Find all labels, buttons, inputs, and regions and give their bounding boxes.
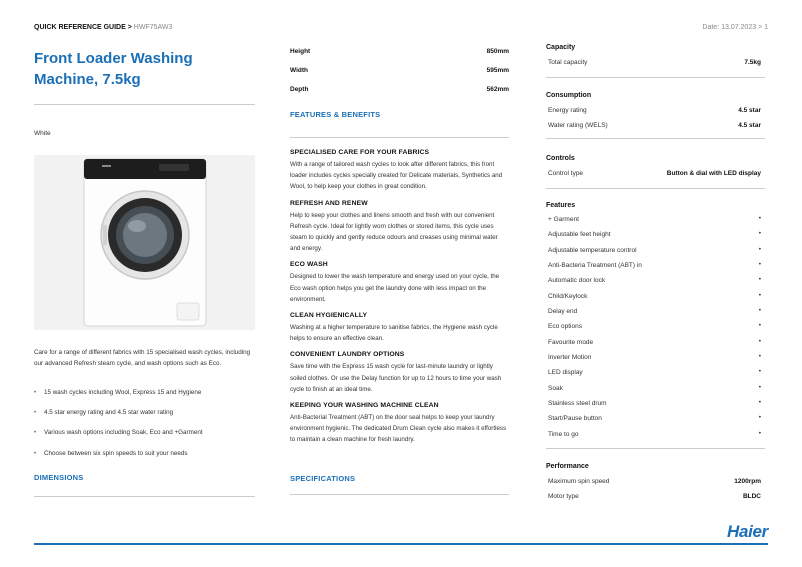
spec-value: BLDC <box>742 493 761 500</box>
spec-value: 4.5 star <box>738 122 761 129</box>
feature-text: With a range of tailored wash cycles to look after different fabrics, this front loader includes cycles specially created for Delicate materials, Synthetics and Wool, to help keep your clothes in great condition. <box>290 161 503 191</box>
washing-machine-image <box>34 155 255 330</box>
dimension-label: Depth <box>290 86 309 93</box>
spec-row <box>546 262 765 277</box>
spec-label: Energy rating <box>548 107 587 114</box>
list-item: • Choose between six spin speeds to suit your needs <box>34 448 255 468</box>
spec-group-title: Performance <box>546 463 589 470</box>
date-page: Date: 13.07.2023 > 1 <box>702 24 768 31</box>
spec-value: 4.5 star <box>738 107 761 114</box>
bullet-icon: • <box>758 230 761 238</box>
bullet-icon: • <box>758 368 761 376</box>
spec-value: 1200rpm <box>734 478 761 485</box>
list-item: • Various wash options including Soak, Eco and +Garment <box>34 427 255 447</box>
spec-group-title: Consumption <box>546 92 592 99</box>
spec-row <box>546 385 765 400</box>
highlights-list <box>34 387 255 468</box>
dimension-label: Width <box>290 67 308 74</box>
divider <box>34 496 255 497</box>
spec-row <box>546 59 765 76</box>
bullet-icon: • <box>758 245 761 253</box>
model-number: HWF75AW3 <box>133 24 173 31</box>
feature-title: KEEPING YOUR WASHING MACHINE CLEAN <box>290 402 439 410</box>
spec-label: Adjustable temperature control <box>548 246 637 254</box>
product-title: Front Loader Washing Machine, 7.5kg <box>34 50 193 88</box>
top-bar <box>34 24 768 36</box>
spec-label: Stainless steel drum <box>548 400 607 408</box>
feature-text: Anti-Bacterial Treatment (ABT) on the door seal helps to keep your laundry environment hygienic. The dedicated Drum Clean cycle also makes it effortless to maintain a clean machine for fresh laundry. <box>290 414 507 444</box>
feature-title: REFRESH AND RENEW <box>290 199 368 207</box>
spec-value: Button & dial with LED display <box>666 170 761 177</box>
spec-label: + Garment <box>548 216 579 223</box>
bullet-icon: • <box>758 383 761 391</box>
spec-group-performance <box>546 463 765 508</box>
spec-row <box>546 400 765 415</box>
spec-row <box>546 369 765 384</box>
spec-label: LED display <box>548 369 583 377</box>
dimension-row-height <box>290 48 509 67</box>
colour-label: White <box>34 130 51 137</box>
spec-row <box>546 170 765 187</box>
spec-label: Eco options <box>548 323 582 331</box>
spec-group-controls <box>546 155 765 189</box>
bullet-icon: • <box>758 291 761 299</box>
spec-label: Adjustable feet height <box>548 231 611 239</box>
feature-title: SPECIALISED CARE FOR YOUR FABRICS <box>290 149 430 156</box>
spec-row <box>546 339 765 354</box>
divider <box>34 104 255 105</box>
feature-item <box>290 311 509 344</box>
spec-label: Start/Pause button <box>548 415 602 423</box>
spec-group-title: Controls <box>546 155 575 162</box>
divider <box>546 448 765 449</box>
divider <box>546 138 765 139</box>
spec-row <box>546 354 765 369</box>
spec-label: Automatic door lock <box>548 277 606 285</box>
spec-row <box>546 107 765 122</box>
dimension-row-width <box>290 67 509 86</box>
feature-text: Designed to lower the wash temperature and energy used on your cycle, the Eco wash option helps you get the laundry done with less impact on the environment. <box>290 273 500 303</box>
divider <box>290 494 509 495</box>
spec-group-title: Features <box>546 202 576 209</box>
divider <box>546 188 765 189</box>
spec-label: Inverter Motion <box>548 354 592 362</box>
specifications-heading: SPECIFICATIONS <box>290 474 356 483</box>
bullet-icon: • <box>758 337 761 345</box>
spec-row <box>546 478 765 493</box>
feature-text: Washing at a higher temperature to sanitise fabrics, the Hygiene wash cycle helps to ensure an effective clean. <box>290 324 498 343</box>
bullet-icon: • <box>758 215 761 222</box>
spec-label: Maximum spin speed <box>548 478 610 485</box>
bullet-icon: • <box>758 414 761 422</box>
footer-divider <box>34 543 768 545</box>
breadcrumb <box>34 24 172 31</box>
spec-label: Control type <box>548 170 584 177</box>
feature-text: Save time with the Express 15 wash cycle for last-minute laundry or lightly soiled clothes. Or use the Delay function for up to 12 hours to time your wash cycle to finish at an ideal time. <box>290 363 502 393</box>
spec-label: Delay end <box>548 308 578 316</box>
list-item: • 4.5 star energy rating and 4.5 star water rating <box>34 407 255 427</box>
feature-item <box>290 350 509 395</box>
list-item: • 15 wash cycles including Wool, Express 15 and Hygiene <box>34 387 255 407</box>
divider <box>290 137 509 138</box>
overview-column <box>34 48 255 482</box>
dimension-value: 850mm <box>486 48 509 55</box>
bullet-icon: • <box>758 322 761 330</box>
spec-row <box>546 323 765 338</box>
guide-label: QUICK REFERENCE GUIDE > <box>34 24 134 31</box>
spec-row <box>546 247 765 262</box>
spec-row <box>546 293 765 308</box>
dimension-label: Height <box>290 48 311 55</box>
intro-text: Care for a range of different fabrics with 15 specialised wash cycles, including our advanced Refresh steam cycle, and wash options such as Eco. <box>34 349 251 368</box>
spec-label: Soak <box>548 384 563 392</box>
feature-title: CLEAN HYGIENICALLY <box>290 312 368 320</box>
features-heading: FEATURES & BENEFITS <box>290 110 381 119</box>
haier-logo: Haier <box>726 522 768 541</box>
spec-row <box>546 122 765 137</box>
spec-row <box>546 493 765 508</box>
feature-item <box>290 401 509 446</box>
bullet-icon: • <box>758 307 761 315</box>
feature-item <box>290 260 509 305</box>
product-image <box>34 155 255 330</box>
bullet-icon: • <box>758 276 761 284</box>
feature-title: ECO WASH <box>290 261 328 269</box>
spec-group-title: Capacity <box>546 44 576 51</box>
divider <box>546 77 765 78</box>
spec-label: Water rating (WELS) <box>548 122 608 129</box>
spec-row <box>546 431 765 446</box>
spec-group-capacity <box>546 44 765 78</box>
spec-group-features <box>546 202 765 449</box>
bullet-icon: • <box>758 353 761 361</box>
features-column <box>290 48 509 483</box>
spec-label: Motor type <box>548 493 579 500</box>
dimension-value: 595mm <box>486 67 509 74</box>
spec-label: Favourite mode <box>548 338 594 346</box>
spec-group-consumption <box>546 92 765 139</box>
bullet-icon: • <box>758 399 761 407</box>
dimensions-heading: DIMENSIONS <box>34 473 84 482</box>
bullet-icon: • <box>758 261 761 269</box>
spec-row <box>546 415 765 430</box>
dimension-row-depth <box>290 86 509 105</box>
feature-item <box>290 199 509 255</box>
feature-text: Help to keep your clothes and linens smooth and fresh with our convenient Refresh cycle. Ideal for lightly worn clothes or stored items, this cycle uses steam to quickly and gently reduce odours and creases using minimal water and energy. <box>290 211 498 253</box>
spec-row <box>546 308 765 323</box>
dimension-value: 562mm <box>486 86 509 93</box>
spec-label: Child/Keylock <box>548 292 588 300</box>
spec-row <box>546 277 765 292</box>
spec-label: Anti-Bacteria Treatment (ABT) in <box>548 262 642 270</box>
spec-row <box>546 216 765 231</box>
spec-label: Total capacity <box>548 59 588 66</box>
spec-value: 7.5kg <box>744 59 761 66</box>
spec-row <box>546 231 765 246</box>
feature-title: CONVENIENT LAUNDRY OPTIONS <box>290 351 405 359</box>
bullet-icon: • <box>758 429 761 437</box>
feature-item <box>290 148 509 193</box>
spec-label: Time to go <box>548 430 579 438</box>
features-list <box>290 148 509 452</box>
